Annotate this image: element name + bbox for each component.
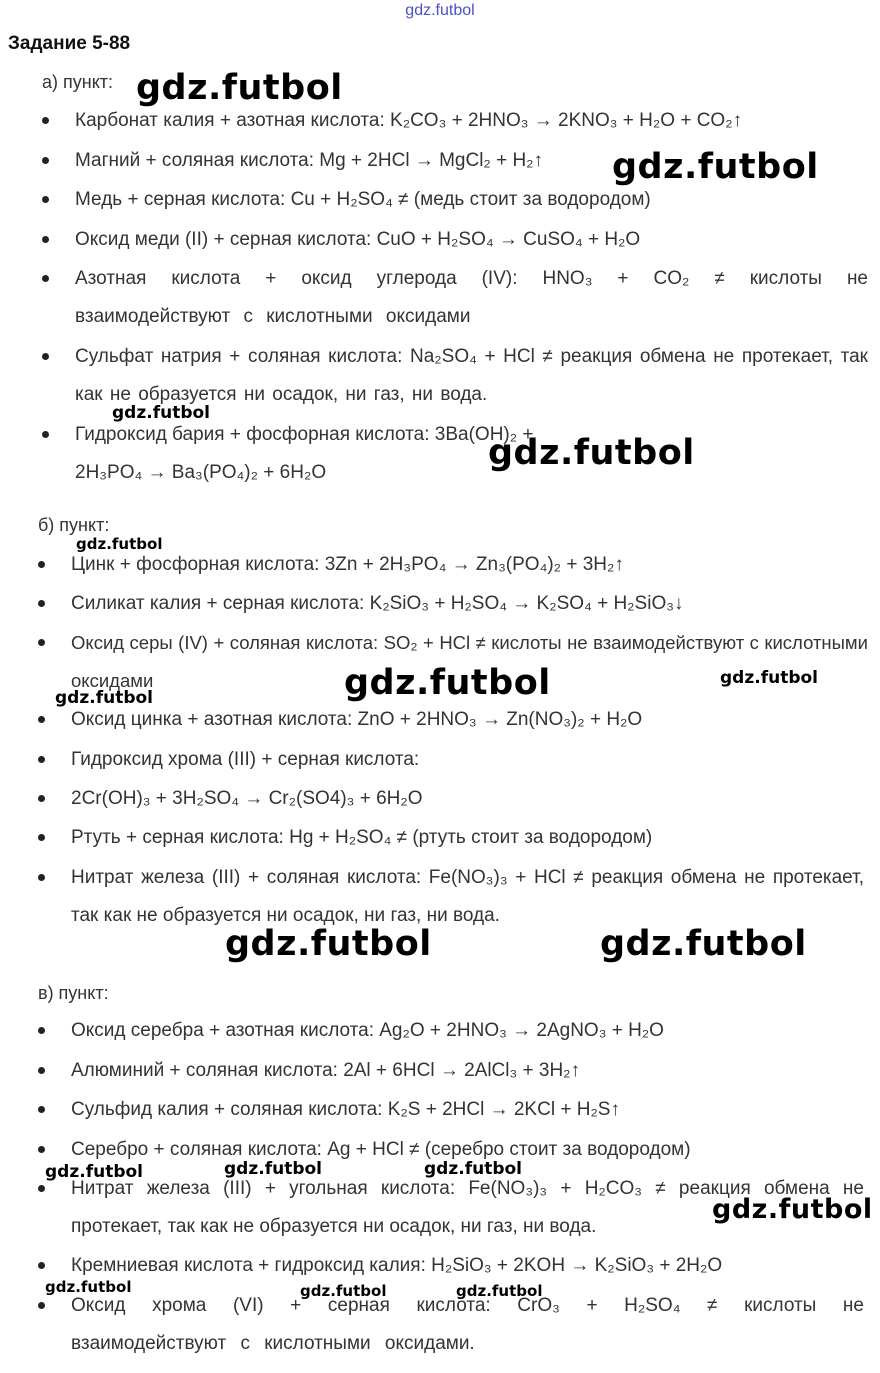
bullet-icon [38, 756, 45, 763]
watermark-text: gdz.futbol [225, 924, 432, 964]
watermark-text: gdz.futbol [456, 1282, 543, 1300]
bullet-icon [42, 117, 49, 124]
watermark-text: gdz.futbol [300, 1282, 387, 1300]
section-c-label: в) пункт: [38, 983, 109, 1003]
list-item-text: Силикат калия + серная кислота: K₂SiO₃ + H₂SO₄ → K₂SO₄ + H₂SiO₃↓ [71, 593, 684, 614]
bullet-icon [38, 795, 45, 802]
list-item [38, 585, 868, 623]
bullet-icon [38, 1185, 45, 1192]
watermark-text: gdz.futbol [55, 688, 153, 708]
watermark-text: gdz.futbol [612, 147, 819, 187]
watermark-text: gdz.futbol [720, 668, 818, 688]
list-item-text: Оксид серебра + азотная кислота: Ag₂O + 2HNO₃ → 2AgNO₃ + H₂O [71, 1020, 664, 1041]
task-title: Задание 5-88 [8, 33, 131, 54]
bullet-icon [38, 1067, 45, 1074]
bullet-icon [38, 874, 45, 881]
list-item-text: Сульфат натрия + соляная кислота: Na₂SO₄ + HCl ≠ реакция обмена не протекает, так как не образуется ни осадок, ни газ, ни вода. [75, 346, 868, 405]
list-item [38, 1012, 868, 1050]
list-item-text: Оксид цинка + азотная кислота: ZnO + 2HNO₃ → Zn(NO₃)₂ + H₂O [71, 709, 643, 730]
list-item-text: Нитрат железа (III) + угольная кислота: Fe(NO₃)₃ + H₂CO₃ ≠ реакция обмена не протекает, так как не образуется ни осадок, ни газ, ни вода. [71, 1178, 864, 1237]
watermark-text: gdz.futbol [76, 535, 163, 553]
list-item-text: Магний + соляная кислота: Mg + 2HCl → MgCl₂ + H₂↑ [75, 150, 544, 171]
bullet-icon [42, 196, 49, 203]
watermark-text: gdz.futbol [224, 1159, 322, 1179]
bullet-icon [38, 1106, 45, 1113]
watermark-text: gdz.futbol [45, 1162, 143, 1182]
bullet-icon [42, 275, 49, 282]
bullet-icon [38, 1262, 45, 1269]
list-item [38, 1247, 868, 1285]
bullet-icon [42, 236, 49, 243]
list-item-text: Гидроксид хрома (III) + серная кислота: [71, 749, 420, 770]
list-item [42, 221, 872, 259]
bullet-icon [38, 639, 45, 646]
watermark-top: gdz.futbol [405, 2, 475, 19]
list-item [38, 741, 868, 779]
list-item-text: Сульфид калия + соляная кислота: K₂S + 2HCl → 2KCl + H₂S↑ [71, 1099, 620, 1120]
watermark-text: gdz.futbol [600, 924, 807, 964]
list-item [42, 260, 868, 336]
bullet-icon [42, 157, 49, 164]
list-item-text: Азотная кислота + оксид углерода (IV): HNO₃ + CO₂ ≠ кислоты не взаимодействуют с кислотными оксидами [75, 268, 868, 327]
section-b-label: б) пункт: [38, 515, 110, 535]
watermark-text: gdz.futbol [112, 403, 210, 423]
list-item-text: Оксид серы (IV) + соляная кислота: SO₂ + HCl ≠ кислоты не взаимодействуют с кислотными оксидами [71, 632, 868, 691]
bullet-icon [38, 1302, 45, 1309]
bullet-icon [42, 353, 49, 360]
watermark-text: gdz.futbol [136, 68, 343, 108]
list-item-text: Алюминий + соляная кислота: 2Al + 6HCl → 2AlCl₃ + 3H₂↑ [71, 1060, 581, 1081]
bullet-icon [38, 716, 45, 723]
list-item [38, 701, 868, 739]
list-item [38, 1052, 868, 1090]
list-item-text: Нитрат железа (III) + соляная кислота: Fe(NO₃)₃ + HCl ≠ реакция обмена не протекает, так как не образуется ни осадок, ни газ, ни вода. [71, 867, 864, 926]
watermark-text: gdz.futbol [488, 433, 695, 473]
bullet-icon [38, 1027, 45, 1034]
section-a-label: а) пункт: [42, 72, 114, 92]
list-item-text: Гидроксид бария + фосфорная кислота: 3Ba(OH)₂ + 2H₃PO₄ → Ba₃(PO₄)₂ + 6H₂O [75, 424, 534, 483]
bullet-icon [38, 600, 45, 607]
list-item-text: Ртуть + серная кислота: Hg + H₂SO₄ ≠ (ртуть стоит за водородом) [71, 827, 653, 848]
list-item-text: Серебро + соляная кислота: Ag + HCl ≠ (серебро стоит за водородом) [71, 1139, 691, 1160]
bullet-icon [38, 561, 45, 568]
list-item-text: Кремниевая кислота + гидроксид калия: H₂SiO₃ + 2KOH → K₂SiO₃ + 2H₂O [71, 1255, 723, 1276]
list-item [38, 1091, 868, 1129]
list-item-text: 2Cr(OH)₃ + 3H₂SO₄ → Cr₂(SO4)₃ + 6H₂O [71, 788, 423, 809]
watermark-text: gdz.futbol [344, 663, 551, 703]
list-item [38, 780, 868, 818]
list-item [38, 1287, 864, 1363]
list-item-text: Оксид хрома (VI) + серная кислота: CrO₃ + H₂SO₄ ≠ кислоты не взаимодействуют с кислотными оксидами. [71, 1295, 864, 1354]
bullet-icon [38, 834, 45, 841]
list-item [42, 416, 542, 492]
bullet-icon [38, 1146, 45, 1153]
list-item-text: Карбонат калия + азотная кислота: K₂CO₃ + 2HNO₃ → 2KNO₃ + H₂O + CO₂↑ [75, 110, 743, 131]
watermark-text: gdz.futbol [712, 1194, 873, 1225]
watermark-text: gdz.futbol [45, 1278, 132, 1296]
list-item-text: Оксид меди (II) + серная кислота: CuO + H₂SO₄ → CuSO₄ + H₂O [75, 229, 641, 250]
bullet-icon [42, 431, 49, 438]
list-item [38, 819, 868, 857]
list-item-text: Медь + серная кислота: Cu + H₂SO₄ ≠ (медь стоит за водородом) [75, 189, 651, 210]
list-item-text: Цинк + фосфорная кислота: 3Zn + 2H₃PO₄ → Zn₃(PO₄)₂ + 3H₂↑ [71, 554, 624, 575]
watermark-text: gdz.futbol [424, 1159, 522, 1179]
list-item [38, 546, 868, 584]
